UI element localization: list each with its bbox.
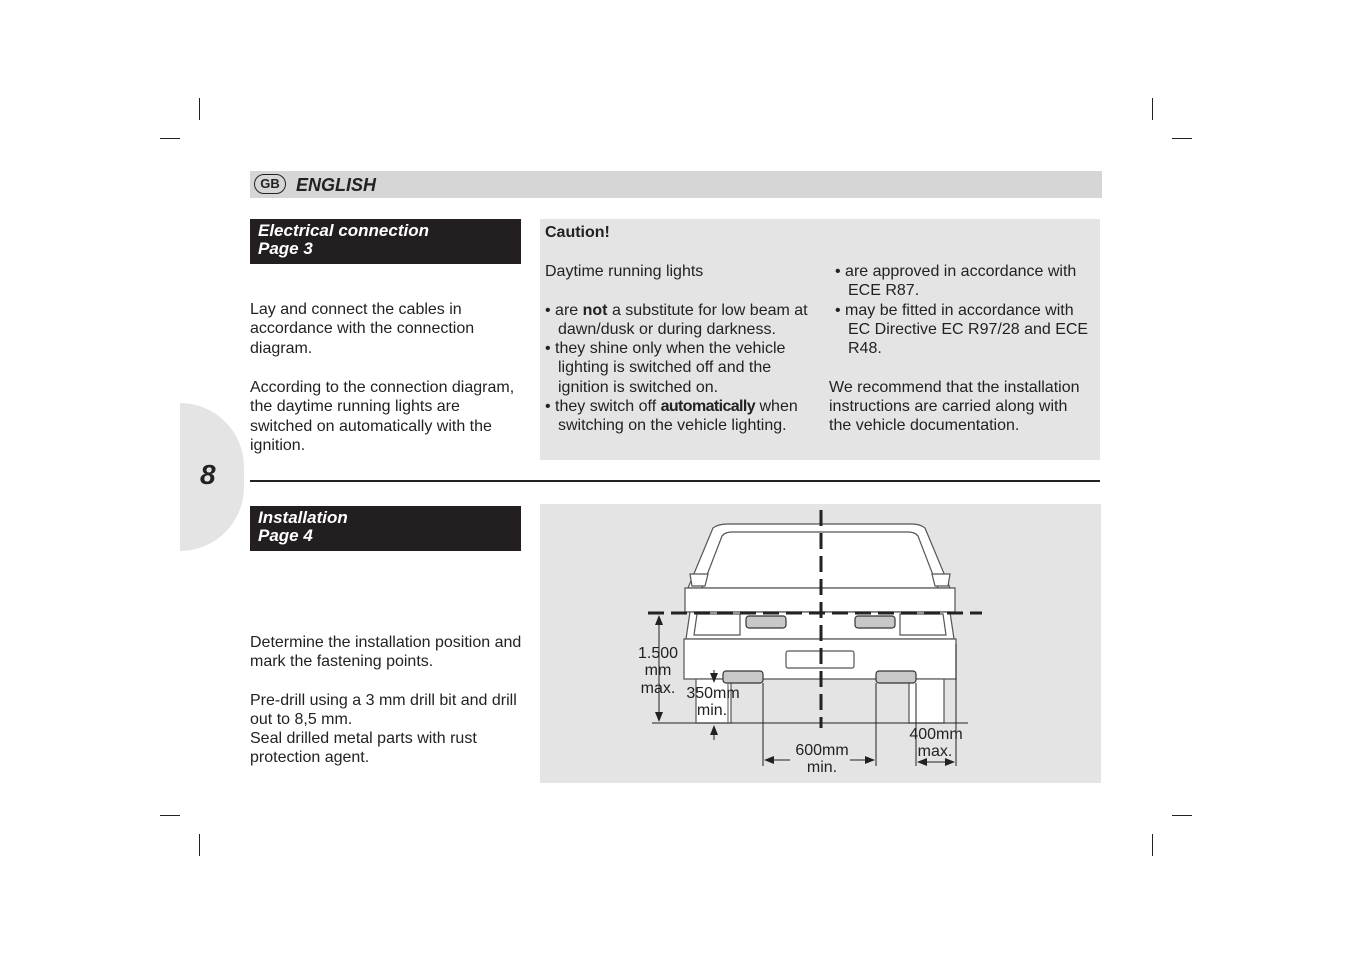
electrical-paragraph-2: According to the connection diagram, the daytime running lights are switched on automatically with the ignition.: [250, 379, 515, 454]
crop-mark: [199, 834, 200, 856]
crop-mark: [160, 815, 180, 816]
installation-heading-title: Installation: [258, 508, 348, 527]
section-divider: [250, 480, 1100, 482]
crop-mark: [1152, 834, 1153, 856]
height-label-value: 1.500: [637, 645, 679, 662]
caution-bullet: • may be fitted in accordance with EC Directive EC R97/28 and ECE R48.: [835, 301, 1089, 358]
installation-paragraph-2: Pre-drill using a 3 mm drill bit and drill out to 8,5 mm.: [250, 692, 517, 729]
country-badge: GB: [254, 174, 286, 194]
height-label-limit: max.: [640, 680, 676, 697]
caution-bullet: • are not a substitute for low beam at dawn/dusk or during darkness.: [545, 301, 808, 338]
crop-mark: [199, 98, 200, 120]
lamp-upper-right: [855, 616, 895, 628]
crop-mark: [1152, 98, 1153, 120]
electrical-paragraph-1: Lay and connect the cables in accordance with the connection diagram.: [250, 301, 475, 357]
caution-box: [540, 219, 1100, 460]
caution-right-column: [829, 262, 1091, 436]
language-title: ENGLISH: [296, 175, 377, 195]
electrical-heading-page: Page 3: [258, 239, 313, 258]
installation-heading-page: Page 4: [258, 526, 313, 545]
lamp-upper-left: [746, 616, 786, 628]
edge-label-limit: max.: [917, 743, 953, 760]
edge-label-value: 400mm: [909, 726, 963, 743]
electrical-heading: [250, 219, 521, 264]
installation-paragraph-3: Seal drilled metal parts with rust protection agent.: [250, 730, 477, 767]
language-header: [250, 171, 1102, 198]
drl-lamp-left: [723, 671, 763, 683]
caution-left-column: [545, 262, 817, 436]
crop-mark: [1172, 138, 1192, 139]
clearance-label-value: 350mm: [686, 685, 740, 702]
crop-mark: [1172, 815, 1192, 816]
electrical-heading-title: Electrical connection: [258, 221, 429, 240]
caution-bullet: • they shine only when the vehicle lighting is switched off and the ignition is switched on.: [545, 340, 786, 396]
installation-heading: [250, 506, 521, 551]
page-number: 8: [200, 459, 216, 490]
installation-paragraph-1: Determine the installation position and mark the fastening points.: [250, 634, 522, 671]
spacing-label-value: 600mm: [795, 742, 849, 759]
spacing-label-limit: min.: [806, 759, 838, 776]
car-front-diagram: [540, 504, 1101, 783]
caution-title: Caution!: [545, 224, 610, 241]
caution-subtitle: Daytime running lights: [545, 263, 704, 280]
caution-bullet: • are approved in accordance with ECE R87.: [835, 263, 1077, 300]
crop-mark: [160, 138, 180, 139]
drl-lamp-right: [876, 671, 916, 683]
installation-diagram: [540, 504, 1101, 783]
caution-bullet: • they switch off automatically when switching on the vehicle lighting.: [545, 398, 798, 435]
height-label-unit: mm: [644, 662, 672, 679]
clearance-label-limit: min.: [696, 702, 728, 719]
caution-recommendation: We recommend that the installation instructions are carried along with the vehicle documentation.: [829, 378, 1080, 435]
